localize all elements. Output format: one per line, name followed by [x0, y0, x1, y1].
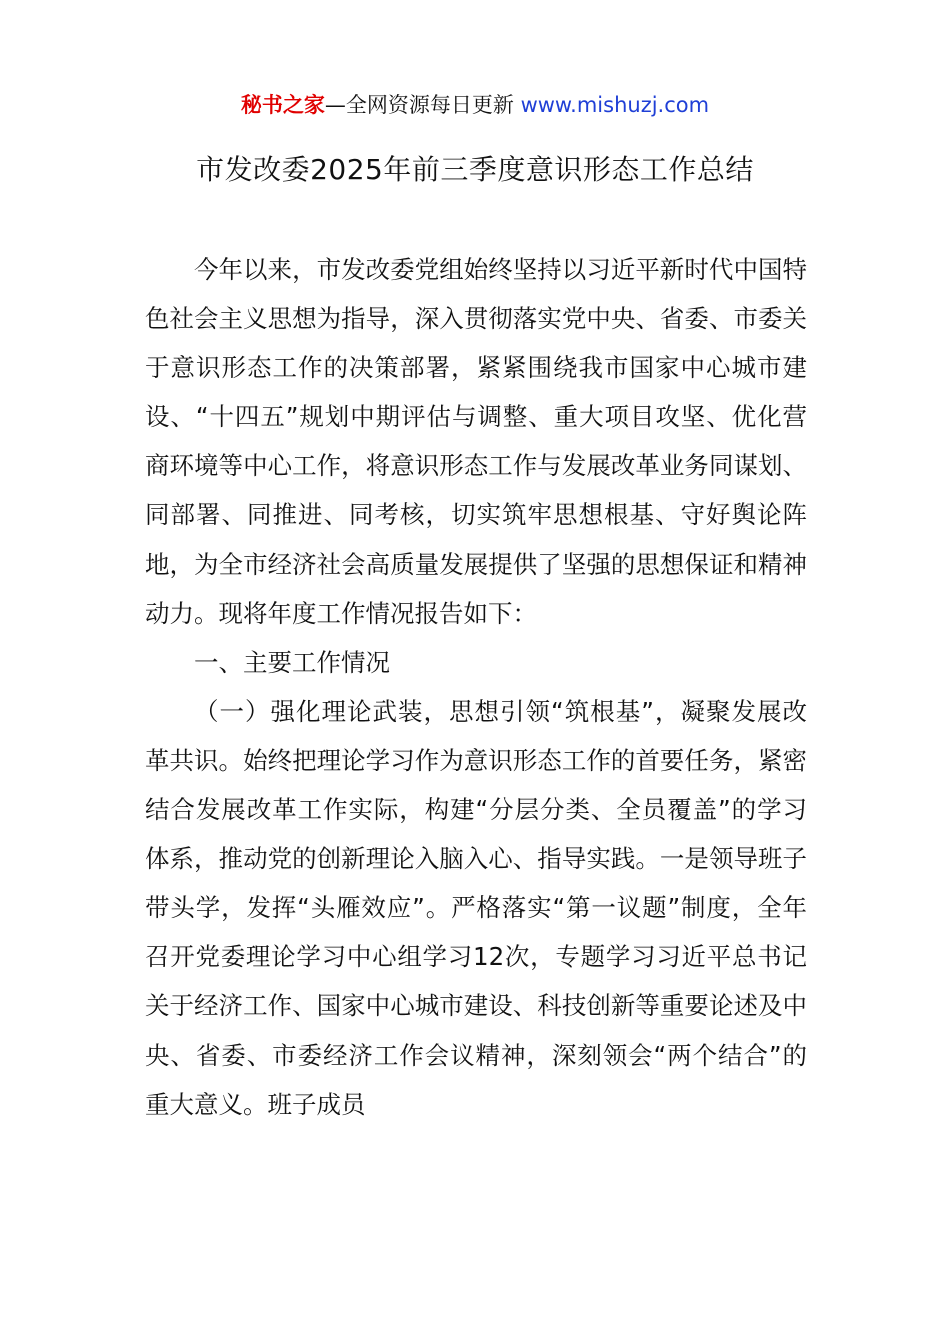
site-url-link[interactable]: www.mishuzj.com: [520, 93, 710, 117]
section-paragraph: （一）强化理论武装，思想引领“筑根基”，凝聚发展改革共识。始终把理论学习作为意识形态工作的首要任务，紧密结合发展改革工作实际，构建“分层分类、全员覆盖”的学习体系，推动党的创新理论入脑入心、指导实践。一是领导班子带头学，发挥“头雁效应”。严格落实“第一议题”制度，全年召开党委理论学习中心组学习12次，专题学习习近平总书记关于经济工作、国家中心城市建设、科技创新等重要论述及中央、省委、市委经济工作会议精神，深刻领会“两个结合”的重大意义。班子成员: [145, 696, 807, 1119]
document-body: [145, 245, 807, 1129]
intro-paragraph: 今年以来，市发改委党组始终坚持以习近平新时代中国特色社会主义思想为指导，深入贯彻落实党中央、省委、市委关于意识形态工作的决策部署，紧紧围绕我市国家中心城市建设、“十四五”规划中期评估与调整、重大项目攻坚、优化营商环境等中心工作，将意识形态工作与发展改革业务同谋划、同部署、同推进、同考核，切实筑牢思想根基、守好舆论阵地，为全市经济社会高质量发展提供了坚强的思想保证和精神动力。现将年度工作情况报告如下：: [145, 255, 807, 628]
section-heading: 一、主要工作情况: [194, 647, 390, 677]
brand-name: 秘书之家: [240, 93, 325, 117]
header-tagline: —全网资源每日更新: [324, 93, 521, 117]
document-title: 市发改委2025年前三季度意识形态工作总结: [196, 153, 754, 186]
site-header: [0, 88, 950, 122]
